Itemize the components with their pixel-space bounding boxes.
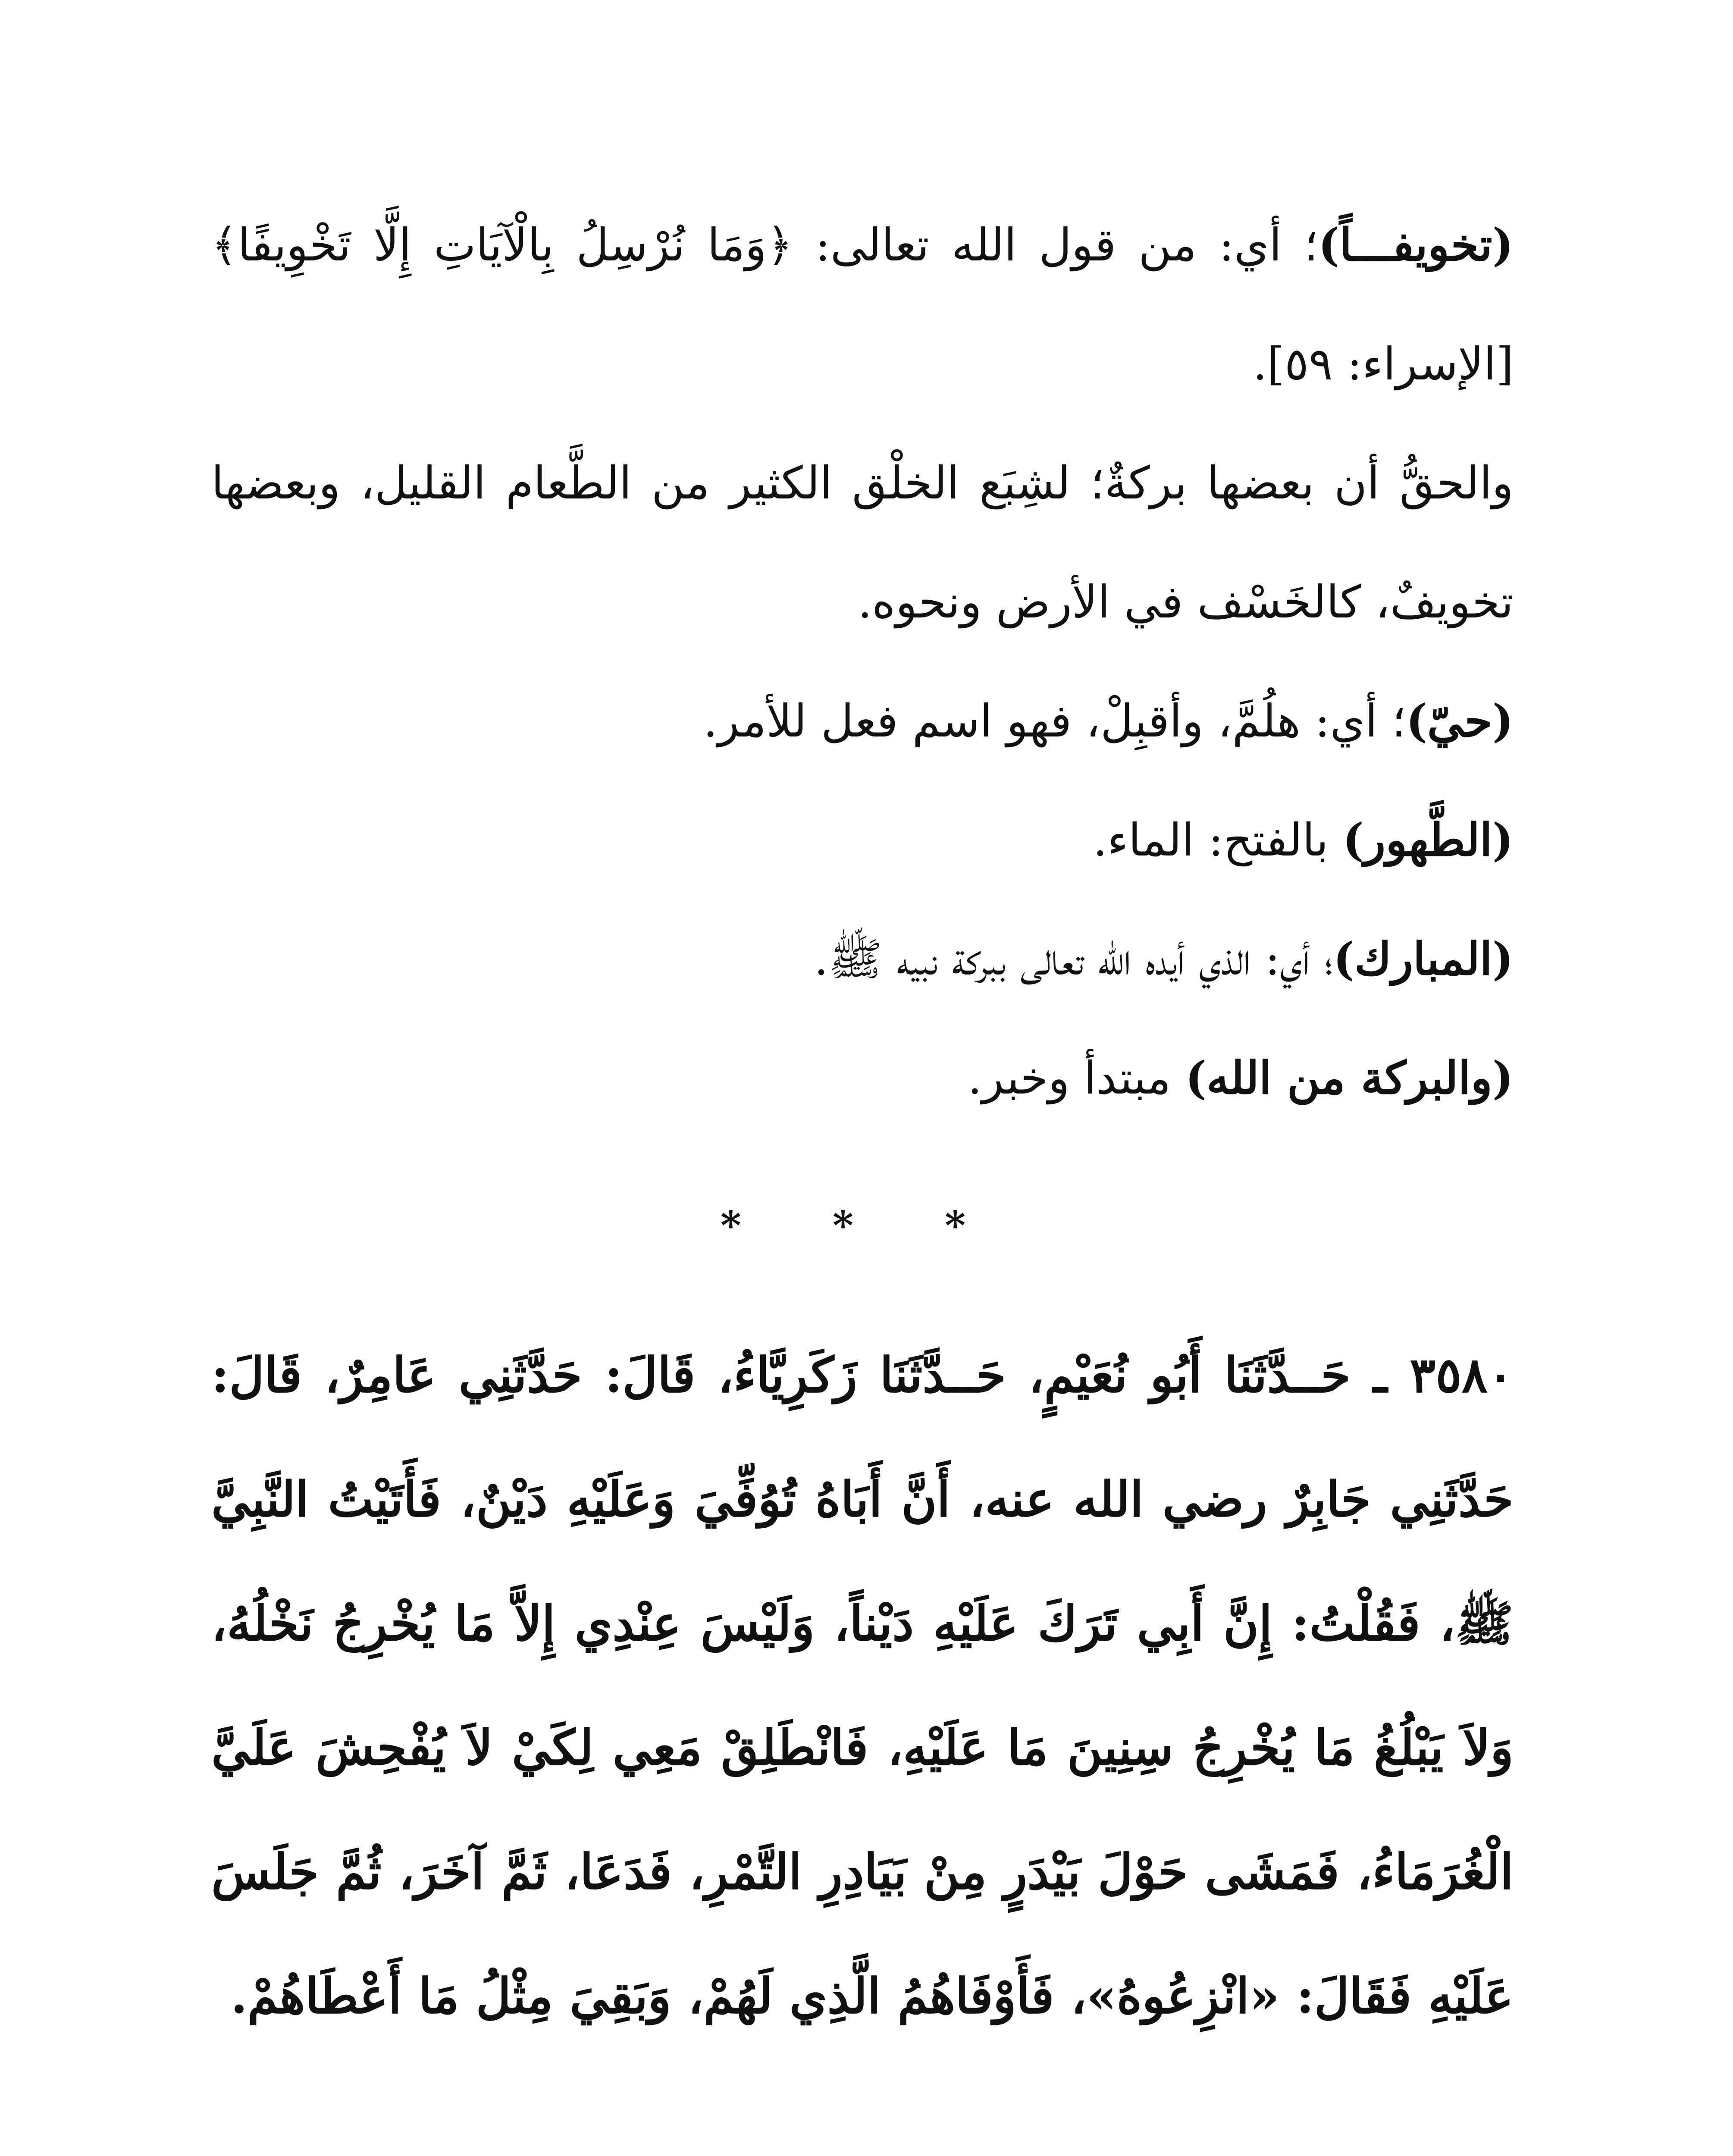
commentary-text: والحقُّ أن بعضها بركةٌ؛ لشِبَع الخلْق الكثير من الطَّعام القليل، وبعضها تخويفٌ، كالخَسْف في الأرض ونحوه.	[211, 457, 1514, 628]
commentary-text: مبتدأ وخبر.	[968, 1052, 1185, 1104]
commentary-paragraph-3	[211, 661, 1514, 780]
commentary-text: ؛ أي: الذي أيده الله تعالى ببركة نبيه ﷺ.	[814, 933, 1333, 985]
commentary-text: ؛ أي: من قول الله تعالى: ﴿وَمَا نُرْسِلُ بِالْآيَاتِ إِلَّا تَخْوِيفًا﴾ [الإسراء: ٥٩].	[211, 219, 1514, 390]
commentary-paragraph-6	[211, 1018, 1514, 1138]
commentary-text: ؛ أي: هلُمَّ، وأقبِلْ، فهو اسم فعل للأمر.	[703, 695, 1406, 747]
commentary-lead-term: (الطَّهور)	[1342, 813, 1514, 866]
commentary-paragraph-4	[211, 780, 1514, 899]
commentary-lead-term: (والبركة من الله)	[1185, 1051, 1514, 1104]
commentary-lead-term: (المبارك)	[1333, 932, 1514, 985]
section-separator: * * *	[720, 1202, 1005, 1249]
text-column	[211, 185, 1514, 2156]
section-heading	[211, 2132, 1514, 2156]
commentary-lead-term: (حيّ)	[1406, 694, 1514, 747]
commentary-paragraph-2	[211, 423, 1514, 661]
commentary-paragraph-5	[211, 899, 1514, 1018]
commentary-text: بالفتح: الماء.	[1093, 814, 1343, 866]
hadith-text: ٣٥٨٠ ـ حَــدَّثَنَا أَبُو نُعَيْمٍ، حَــدَّثَنَا زَكَرِيَّاءُ، قَالَ: حَدَّثَنِي عَامِرٌ، قَالَ: حَدَّثَنِي جَابِرٌ رضي الله عنه، أَنَّ أَبَاهُ تُوُفِّيَ وَعَلَيْهِ دَيْنٌ، فَأَتَيْتُ النَّبِيَّ ﷺ، فَقُلْتُ: إِنَّ أَبِي تَرَكَ عَلَيْهِ دَيْناً، وَلَيْسَ عِنْدِي إِلاَّ مَا يُخْرِجُ نَخْلُهُ، وَلاَ يَبْلُغُ مَا يُخْرِجُ سِنِينَ مَا عَلَيْهِ، فَانْطَلِقْ مَعِي لِكَيْ لاَ يُفْحِشَ عَلَيَّ الْغُرَمَاءُ، فَمَشَى حَوْلَ بَيْدَرٍ مِنْ بَيَادِرِ التَّمْرِ، فَدَعَا، ثَمَّ آخَرَ، ثُمَّ جَلَسَ عَلَيْهِ فَقَالَ: «انْزِعُوهُ»، فَأَوْفَاهُمُ الَّذِي لَهُمْ، وَبَقِيَ مِثْلُ مَا أَعْطَاهُمْ.	[211, 1347, 1514, 2024]
commentary-lead-term: (تخويفـــاً)	[1318, 218, 1514, 271]
commentary-paragraph-1	[211, 185, 1514, 423]
